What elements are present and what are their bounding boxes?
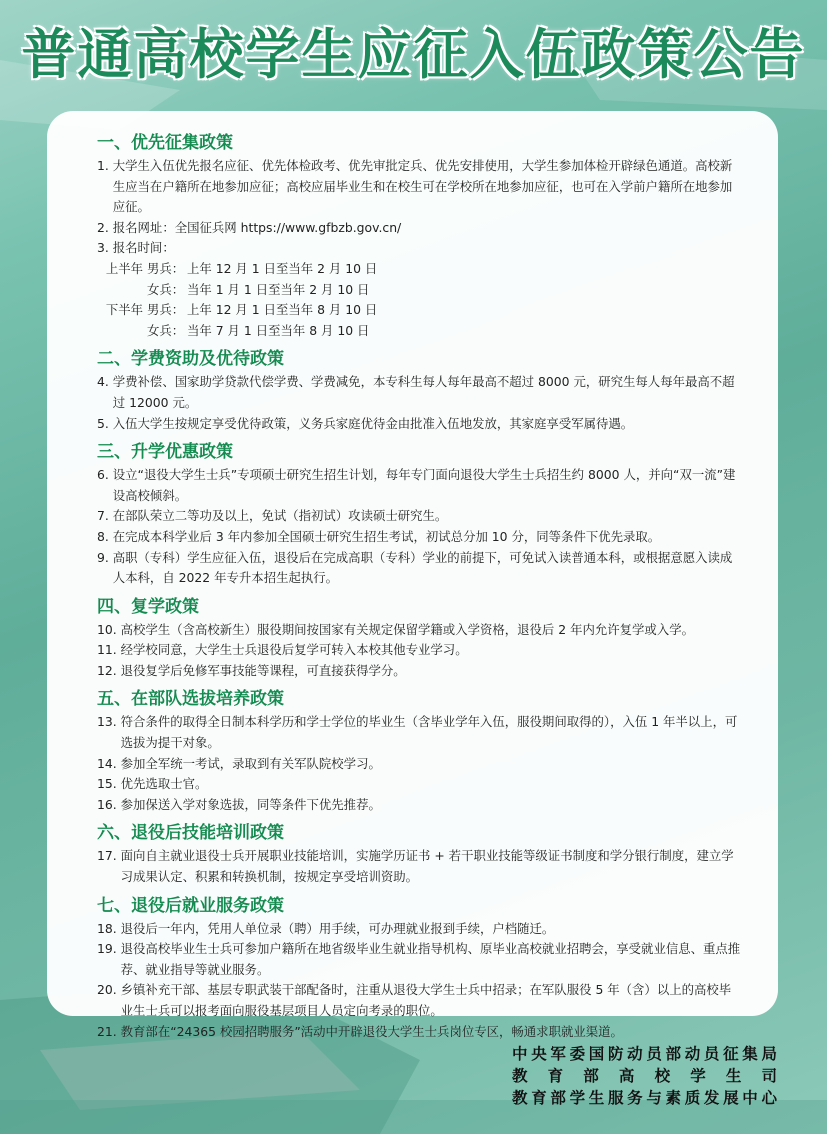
policy-card [47, 111, 778, 1039]
item-number: 14. [97, 755, 121, 771]
gender-label: 男兵： [147, 302, 185, 318]
item-text: 退役复学后免修军事技能等课程，可直接获得学分。 [120, 662, 406, 678]
date-range: 上年 12 月 1 日至当年 2 月 10 日 [187, 260, 378, 276]
item-number: 16. [97, 796, 121, 812]
half-year-label [97, 321, 147, 342]
registration-time-row [97, 280, 742, 301]
policy-item [97, 919, 742, 940]
policy-item [97, 218, 742, 239]
item-number: 15. [97, 776, 121, 792]
date-range: 当年 7 月 1 日至当年 8 月 10 日 [187, 322, 370, 338]
item-text: 高校学生（含高校新生）服役期间按国家有关规定保留学籍或入学资格，退役后 2 年内允许复学或入学。 [120, 621, 694, 637]
policy-item [97, 527, 742, 548]
policy-item [97, 754, 742, 775]
issuer-3: 教育部学生服务与素质发展中心 [512, 1089, 777, 1107]
item-text: 学费补偿、国家助学贷款代偿学费、学费减免，本专科生每人每年最高不超过 8000 元，研究生每人每年最高不超过 12000 元。 [112, 374, 735, 410]
item-number: 13. [97, 714, 121, 730]
policy-item [97, 506, 742, 527]
item-text: 高职（专科）学生应征入伍，退役后在完成高职（专科）学业的前提下，可免试入读普通本科，或根据意愿入读成人本科，自 2022 年专升本招生起执行。 [112, 549, 733, 586]
item-number: 20. [97, 982, 121, 998]
policy-item [97, 1022, 742, 1043]
policy-item [97, 238, 742, 259]
policy-section [97, 440, 742, 589]
section-title: 七、退役后就业服务政策 [97, 895, 284, 916]
section-title: 一、优先征集政策 [97, 133, 233, 153]
date-range: 上年 12 月 1 日至当年 8 月 10 日 [187, 302, 378, 318]
policy-section [97, 595, 742, 682]
policy-section [97, 347, 742, 434]
policy-item [97, 414, 742, 435]
item-number: 11. [97, 642, 121, 658]
item-number: 17. [97, 848, 121, 864]
item-text: 符合条件的取得全日制本科学历和学士学位的毕业生（含毕业学年入伍，服役期间取得的），入伍 1 年半以上，可选拔为提干对象。 [120, 714, 738, 751]
issuer-2: 教育部高校学生司 [512, 1067, 777, 1085]
item-text: 教育部在“24365 校园招聘服务”活动中开辟退役大学生士兵岗位专区，畅通求职就业渠道。 [120, 1023, 623, 1039]
item-number: 19. [97, 941, 121, 957]
date-range: 当年 1 月 1 日至当年 2 月 10 日 [187, 281, 370, 297]
page-title: 普通高校学生应征入伍政策公告 [21, 23, 806, 86]
policy-section [97, 687, 742, 815]
item-text: 参加保送入学对象选拔，同等条件下优先推荐。 [120, 796, 381, 812]
policy-section [97, 894, 742, 1043]
policy-item [97, 620, 742, 641]
item-text: 退役高校毕业生士兵可参加户籍所在地省级毕业生就业指导机构、原毕业高校就业招聘会，享受就业信息、重点推荐、就业指导等就业服务。 [120, 941, 741, 977]
policy-item [97, 661, 742, 682]
issuer-1: 中央军委国防动员部动员征集局 [512, 1045, 777, 1063]
policy-item [97, 846, 742, 887]
item-number: 21. [97, 1023, 121, 1039]
policy-item [97, 939, 742, 980]
gender-label: 女兵： [147, 322, 185, 338]
item-number: 12. [97, 662, 121, 678]
policy-item [97, 465, 742, 506]
item-text: 乡镇补充干部、基层专职武装干部配备时，注重从退役大学生士兵中招录；在军队服役 5 年（含）以上的高校毕业生士兵可以报考面向服役基层项目人员定向考录的职位。 [120, 982, 732, 1018]
item-text: 入伍大学生按规定享受优待政策，义务兵家庭优待金由批准入伍地发放，其家庭享受军属待遇。 [112, 415, 634, 431]
item-number: 5. [97, 415, 113, 431]
policy-item [97, 640, 742, 661]
item-number: 3. [97, 240, 113, 256]
item-text: 经学校同意，大学生士兵退役后复学可转入本校其他专业学习。 [120, 642, 468, 658]
item-text: 在完成本科学业后 3 年内参加全国硕士研究生招生考试，初试总分加 10 分，同等条件下优先录取。 [112, 528, 661, 544]
registration-time-row [97, 259, 742, 280]
policy-item [97, 795, 742, 816]
registration-time-row [97, 321, 742, 342]
section-title: 四、复学政策 [97, 596, 199, 617]
item-text: 报名时间： [112, 240, 175, 256]
item-number: 1. [97, 158, 113, 173]
item-number: 8. [97, 528, 113, 544]
item-text: 参加全军统一考试，录取到有关军队院校学习。 [120, 755, 381, 771]
section-title: 五、在部队选拔培养政策 [97, 689, 284, 710]
item-number: 2. [97, 219, 113, 235]
half-year-label [97, 280, 147, 301]
gender-label: 男兵： [147, 260, 185, 276]
item-text: 优先选取士官。 [120, 776, 208, 792]
policy-section [97, 131, 742, 341]
item-text: 报名网址：全国征兵网 https://www.gfbzb.gov.cn/ [112, 219, 402, 235]
policy-item [97, 548, 742, 589]
policy-item [97, 980, 742, 1021]
half-year-label: 上半年 [105, 260, 143, 276]
issuer-block [512, 1043, 777, 1109]
item-number: 6. [97, 467, 113, 483]
section-title: 六、退役后技能培训政策 [97, 823, 284, 844]
section-title: 三、升学优惠政策 [97, 442, 233, 463]
item-number: 10. [97, 621, 121, 637]
item-text: 设立“退役大学生士兵”专项硕士研究生招生计划，每年专门面向退役大学生士兵招生约 8000 人，并向“双一流”建设高校倾斜。 [112, 467, 736, 503]
half-year-label: 下半年 [105, 302, 143, 318]
item-number: 9. [97, 549, 113, 565]
policy-item [97, 774, 742, 795]
policy-item [97, 156, 742, 218]
item-number: 18. [97, 920, 121, 936]
gender-label: 女兵： [147, 281, 185, 297]
item-number: 7. [97, 508, 113, 524]
item-text: 大学生入伍优先报名应征、优先体检政考、优先审批定兵、优先安排使用，大学生参加体检开辟绿色通道。高校新生应当在户籍所在地参加应征；高校应届毕业生和在校生可在学校所在地参加应征，也可在入学前户籍所在地参加应征。 [112, 158, 733, 215]
item-number: 4. [97, 374, 113, 390]
policy-item [97, 712, 742, 753]
section-title: 二、学费资助及优待政策 [97, 349, 284, 370]
item-text: 在部队荣立二等功及以上，免试（指初试）攻读硕士研究生。 [112, 508, 448, 524]
item-text: 退役后一年内，凭用人单位录（聘）用手续，可办理就业报到手续，户档随迁。 [120, 920, 555, 936]
item-text: 面向自主就业退役士兵开展职业技能培训，实施学历证书 + 若干职业技能等级证书制度和学分银行制度，建立学习成果认定、积累和转换机制，按规定享受培训资助。 [120, 848, 734, 885]
registration-time-row [97, 300, 742, 321]
policy-item [97, 372, 742, 413]
policy-section [97, 821, 742, 887]
